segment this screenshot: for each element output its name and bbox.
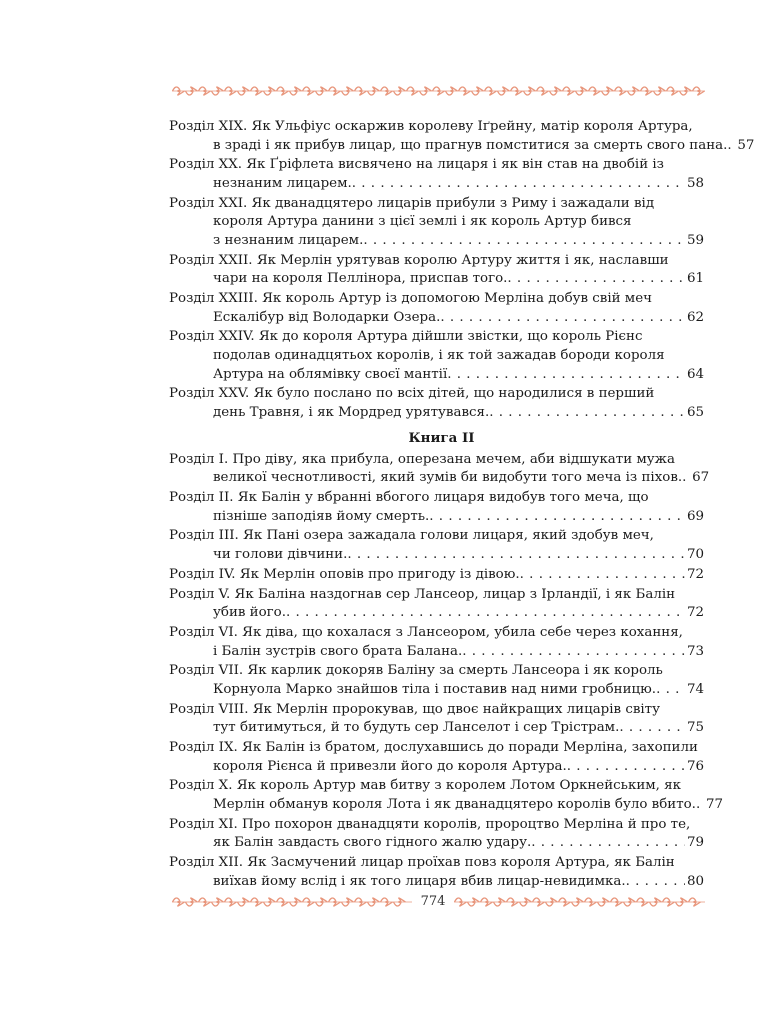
toc-entry [169,252,704,289]
ornament-dot [498,901,500,903]
ornament-dot [177,90,179,92]
ornament-dot [320,90,322,92]
toc-page-number: 59 [686,232,704,248]
toc-entry-line: Розділ XXI. Як дванадцятеро лицарів прибули з Риму і зажадали від [169,195,655,211]
toc-entry-line: Розділ XXV. Як було послано по всіх дітей, що народилися в перший [169,386,655,402]
dot-leader [531,834,685,853]
ornament-dot [606,90,608,92]
toc-entry-line: день Травня, і як Мордред урятувався. [213,405,490,421]
toc-entry-line: Розділ XXIV. Як до короля Артура дійшли звістки, що король Рієнс [169,329,643,345]
toc-entry [169,777,723,814]
ornament-dot [385,901,387,903]
ornament-dot [602,901,604,903]
ornament-dot [511,901,513,903]
ornament-dot [294,90,296,92]
dot-leader [727,137,735,156]
ornament-dot [563,901,565,903]
ornament-dot [281,90,283,92]
ornament-dot [567,90,569,92]
toc-entry-line: короля Артура данини з цієї землі і як король Артур бився [213,214,632,230]
ornament-border-bottom-right [454,895,705,909]
ornament-dot [515,90,517,92]
toc-page-number: 80 [686,873,704,889]
toc-entry-line: Розділ XXIII. Як король Артур із допомогою Мерліна добув свій меч [169,291,653,307]
toc-page-number: 79 [686,835,704,851]
ornament-dot [645,90,647,92]
toc-entry-line: Розділ I. Про діву, яка прибула, оперезана мечем, аби відшукати мужа [169,451,675,467]
ornament-dot [485,901,487,903]
toc-entry-line: тут битимуться, й то будуть сер Ланселот і сер Трістрам. [213,720,620,736]
ornament-dot [589,901,591,903]
dot-leader [352,175,685,194]
toc-page-number: 62 [686,309,704,325]
toc-entry-line: великої чеснотливості, який зумів би видобути того меча із піхов. [213,470,683,486]
ornament-dot [450,90,452,92]
toc-entry [169,854,704,891]
ornament-dot [190,901,192,903]
ornament-dot [398,901,400,903]
ornament-dot [654,901,656,903]
toc-entry [169,451,710,488]
ornament-dot [372,901,374,903]
toc-entry-line: чи голови дівчини. [213,546,348,562]
dot-leader [626,873,685,892]
ornament-dot [281,901,283,903]
ornament-dot [658,90,660,92]
dot-leader [440,309,685,328]
toc-entry-line: як Балін завдасть свого гідного жалю удару. [213,835,532,851]
dot-leader [347,546,685,565]
toc-page-number: 67 [692,470,710,486]
ornament-dot [615,901,617,903]
ornament-dot [242,90,244,92]
toc-entry-line: Розділ XII. Як Засмучений лицар проїхав повз короля Артура, як Балін [169,855,675,871]
ornament-dot [697,90,699,92]
toc-page-number: 73 [686,643,704,659]
toc-entry-line: Розділ VI. Як діва, що кохалася з Лансеором, убила себе через кохання, [169,624,683,640]
toc-entry-line: Розділ V. Як Баліна наздогнав сер Лансеор, лицар з Ірландії, і як Балін [169,586,676,602]
toc-entry [169,739,704,776]
ornament-dot [684,90,686,92]
toc-page-number: 72 [686,605,704,621]
toc-page-number: 57 [737,137,755,153]
toc-entry [169,624,704,661]
ornament-dot [537,901,539,903]
toc-entry [169,195,704,251]
toc-page-number: 69 [686,508,704,524]
ornament-dot [619,90,621,92]
book2-heading: Книга ІІ [408,429,475,446]
toc-entry [169,662,704,699]
page-number: 774 [420,894,446,909]
book2-section [169,451,723,892]
toc-entry-line: Ескалібур від Володарки Озера. [213,309,441,325]
dot-leader [447,366,685,385]
toc-entry-line: виїхав йому вслід і як того лицаря вбив лицар-невидимка. [213,873,626,889]
dot-leader [567,758,685,777]
ornament-dot [693,901,695,903]
ornament-dot [680,901,682,903]
toc-entry-line: короля Рієнса й привезли його до короля Артура. [213,758,567,774]
toc-page-number: 65 [686,405,704,421]
toc-page-number: 64 [686,366,704,382]
ornament-dot [255,901,257,903]
toc-page-number: 58 [686,175,704,191]
toc-entry [169,527,704,564]
ornament-dot [576,901,578,903]
dot-leader [286,604,685,623]
dot-leader [489,404,685,423]
ornament-dot [346,901,348,903]
ornament-dot [216,90,218,92]
ornament-dot [307,901,309,903]
toc-entry-line: Розділ XX. Як Ґріфлета висвячено на лицаря і як він став на двобій із [169,157,664,173]
ornament-dot [333,901,335,903]
toc-entry-line: Артура на облямівку своєї мантії [213,366,448,382]
toc-page-number: 70 [686,546,704,562]
dot-leader [656,681,685,700]
toc-entry [169,816,704,853]
toc-entry-line: Корнуола Марко знайшов тіла і поставив над ними гробницю. [213,681,657,697]
toc-entry [169,156,704,193]
toc-page-number: 77 [705,797,723,812]
toc-entry-line: пізніше заподіяв йому смерть. [213,508,430,524]
dot-leader [462,643,685,662]
ornament-dot [528,90,530,92]
toc-entry [169,566,704,585]
ornament-dot [242,901,244,903]
ornament-dot [398,90,400,92]
dot-leader [696,796,704,815]
ornament-dot [268,901,270,903]
ornament-dot [593,90,595,92]
ornament-border-top [172,84,705,98]
ornament-dot [463,90,465,92]
toc-entry [169,701,704,738]
toc-entry-line: Розділ II. Як Балін у вбранні вбогого лицаря видобув того меча, що [169,490,649,505]
toc-entry [169,328,704,384]
toc-entry-line: з незнаним лицарем. [213,232,364,248]
toc-entry [169,290,704,327]
dot-leader [429,508,685,527]
ornament-dot [307,90,309,92]
ornament-dot [255,90,257,92]
ornament-dot [268,90,270,92]
toc-entry-line: подолав одинадцятьох королів, і як той зажадав бороди короля [213,348,665,364]
dot-leader [363,232,685,251]
ornament-dot [424,90,426,92]
ornament-dot [216,901,218,903]
toc-entry-line: Мерлін обманув короля Лота і як дванадцятеро королів було вбито. [213,797,696,812]
ornament-dot [632,90,634,92]
toc-entry-line: Розділ XIX. Як Ульфіус оскаржив королеву Іґрейну, матір короля Артура, [169,119,693,134]
ornament-dot [411,90,413,92]
toc-page-number: 74 [686,681,704,697]
dot-leader [507,270,685,289]
dot-leader [619,719,685,738]
ornament-dot [641,901,643,903]
ornament-dot [294,901,296,903]
dot-leader [520,566,685,585]
ornament-dot [229,90,231,92]
ornament-dot [437,90,439,92]
toc-entry-line: Розділ VIII. Як Мерлін пророкував, що двоє найкращих лицарів світу [169,701,660,717]
toc-page-number: 76 [686,758,704,774]
ornament-dot [580,90,582,92]
toc-entry [169,489,704,526]
toc-entry-line: і Балін зустрів свого брата Балана. [213,643,463,659]
ornament-dot [333,90,335,92]
toc-entry-line: Розділ IX. Як Балін із братом, дослухавшись до поради Мерліна, захопили [169,740,698,756]
toc-entry-line: незнаним лицарем. [213,175,352,191]
toc-entry [169,385,704,422]
ornament-border-bottom-left [172,895,412,909]
dot-leader [682,469,690,488]
ornament-dot [489,90,491,92]
toc-entry-line: Розділ IV. Як Мерлін оповів про пригоду із дівою. [169,566,520,582]
ornament-dot [229,901,231,903]
ornament-dot [541,90,543,92]
ornament-dot [554,90,556,92]
toc-entry [169,118,755,155]
book1-section [169,118,755,423]
ornament-dot [550,901,552,903]
ornament-dot [346,90,348,92]
toc-entry-line: Розділ XXII. Як Мерлін урятував королю Артуру життя і як, наславши [169,252,669,268]
toc-entry-line: Розділ XI. Про похорон дванадцяти королів, пророцтво Мерліна й про те, [169,816,691,832]
toc-entry-line: Розділ VII. Як карлик докоряв Баліну за смерть Лансеора і як король [169,663,663,679]
ornament-dot [372,90,374,92]
toc-entry-line: Розділ III. Як Пані озера зажадала голови лицаря, який здобув меч, [169,528,654,544]
ornament-dot [359,90,361,92]
table-of-contents [169,118,755,893]
ornament-dot [628,901,630,903]
ornament-dot [320,901,322,903]
ornament-dot [459,901,461,903]
toc-page-number: 61 [686,271,704,287]
toc-page-number: 72 [686,566,704,582]
ornament-dot [502,90,504,92]
toc-entry-line: убив його. [213,605,286,621]
ornament-dot [177,901,179,903]
ornament-dot [524,901,526,903]
ornament-dot [190,90,192,92]
ornament-dot [203,90,205,92]
toc-page-number: 75 [686,720,704,736]
ornament-dot [359,901,361,903]
toc-entry-line: в зраді і як прибув лицар, що прагнув помститися за смерть свого пана. [213,137,728,153]
toc-entry-line: чари на короля Пеллінора, приспав того. [213,271,508,287]
ornament-dot [476,90,478,92]
toc-entry [169,586,704,623]
ornament-dot [671,90,673,92]
ornament-dot [472,901,474,903]
ornament-dot [667,901,669,903]
toc-entry-line: Розділ X. Як король Артур мав битву з королем Лотом Оркнейським, як [169,778,681,794]
ornament-dot [385,90,387,92]
ornament-dot [203,901,205,903]
